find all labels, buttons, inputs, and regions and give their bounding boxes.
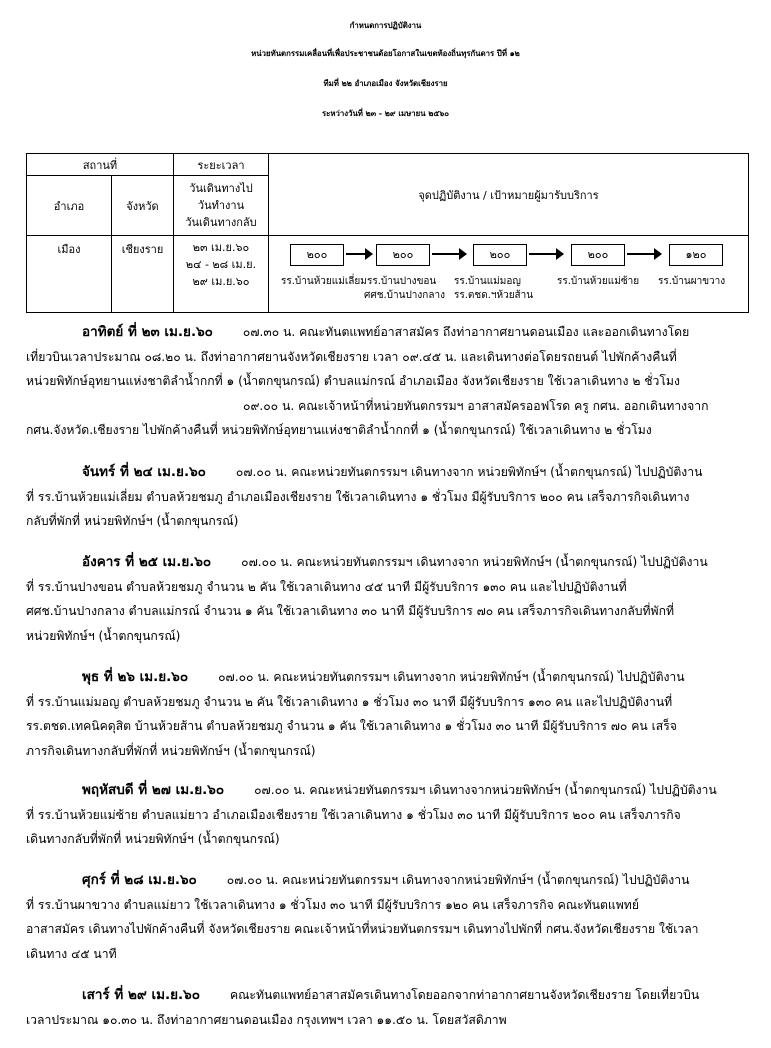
day-line: หน่วยพิทักษ์อุทยานแห่งชาติลำน้ำกกที่ ๑ (น้ำตกขุนกรณ์) ตำบลแม่กรณ์ อำเภอเมือง จังหวัดเชียงราย ใช้เวลาเดินทาง ๒ ชั่วโมง [26,374,680,388]
day-line: ๐๗.๐๐ น. คณะหน่วยทันตกรรมฯ เดินทางจาก หน่วยพิทักษ์ฯ (น้ำตกขุนกรณ์) ไปปฏิบัติงาน [241,555,708,569]
flow-cell [269,236,749,313]
time-header-work: วันทำงาน [197,199,245,212]
school-label: รร.บ้านห้วยแม่ซ้าย [557,276,640,287]
school-label: รร.บ้านผาขวาง [658,276,726,287]
arrow-right-icon [432,253,466,255]
day-heading: เสาร์ ที่ ๒๙ เม.ย.๖๐ [82,987,200,1003]
target-box: ๒๐๐ [376,244,430,266]
time-header-depart: วันเดินทางไป [189,182,253,195]
schedule-table [26,153,749,313]
day-line: ที่ รร.บ้านผาขวาง ตำบลแม่ยาว ใช้เวลาเดินทาง ๑ ชั่วโมง ๓๐ นาที มีผู้รับบริการ ๑๒๐ คน เสร็จภารกิจ คณะทันตแพทย์ [26,897,639,912]
day-line: กลับที่พักที่ หน่วยพิทักษ์ฯ (น้ำตกขุนกรณ์) [26,514,239,528]
day-line: ที่ รร.บ้านห้วยแม่เลี่ยม ตำบลห้วยชมภู อำเภอเมืองเชียงราย ใช้เวลาเดินทาง ๑ ชั่วโมง มีผู้รับบริการ ๒๐๐ คน เสร็จภารกิจเดินทาง [26,489,690,504]
doc-subtitle: หน่วยทันตกรรมเคลื่อนที่เพื่อประชาชนด้อยโอกาสในเขตท้องถิ่นทุรกันดาร ปีที่ ๑๒ [251,49,520,58]
header-place: สถานที่ [27,154,174,176]
date-range: ระหว่างวันที่ ๒๓ - ๒๙ เมษายน ๒๕๖๐ [321,109,450,118]
day-section [26,665,749,763]
target-box: ๒๐๐ [290,244,344,266]
day-line: ที่ รร.บ้านแม่มอญ ตำบลห้วยชมภู จำนวน ๒ คัน ใช้เวลาเดินทาง ๑ ชั่วโมง ๓๐ นาที มีผู้รับบริการ ๑๓๐ คน และไปปฏิบัติงานที่ [26,694,673,709]
day-section [26,868,749,966]
day-line: ๐๗.๐๐ น. คณะหน่วยทันตกรรมฯ เดินทางจากหน่วยพิทักษ์ฯ (น้ำตกขุนกรณ์) ไปปฏิบัติงาน [254,783,717,797]
school-label: รร.ตชด.ฯห้วยส้าน [454,290,534,301]
target-box: ๑๒๐ [669,244,723,266]
day-section [26,550,749,648]
return-date: ๒๙ เม.ย.๖๐ [192,275,250,288]
day-heading: พฤหัสบดี ที่ ๒๗ เม.ย.๖๐ [82,782,225,798]
day-line: ๐๗.๐๐ น. คณะหน่วยทันตกรรมฯ เดินทางจาก หน่วยพิทักษ์ฯ (น้ำตกขุนกรณ์) ไปปฏิบัติงาน [235,465,703,479]
school-label: รร.บ้านปางขอน [367,276,437,287]
day-line: ศศช.บ้านปางกลาง ตำบลแม่กรณ์ จำนวน ๑ คัน ใช้เวลาเดินทาง ๓๐ นาที มีผู้รับบริการ ๗๐ คน เสร็จภารกิจเดินทางกลับที่พักที่ [26,604,675,618]
arrow-right-icon [627,253,661,255]
time-header-return: วันเดินทางกลับ [185,216,257,229]
day-section [26,983,749,1032]
day-heading: อังคาร ที่ ๒๕ เม.ย.๖๐ [82,554,212,570]
day-heading: จันทร์ ที่ ๒๔ เม.ย.๖๐ [82,464,206,480]
target-box: ๒๐๐ [571,244,625,266]
doc-title: กำหนดการปฏิบัติงาน [349,21,422,30]
target-box: ๒๐๐ [473,244,527,266]
day-line: เดินทางกลับที่พักที่ หน่วยพิทักษ์ฯ (น้ำตกขุนกรณ์) [26,832,280,846]
day-line: เดินทาง ๔๕ นาที [26,946,117,961]
day-line: เที่ยวบินเวลาประมาณ ๐๘.๒๐ น. ถึงท่าอากาศยานจังหวัดเชียงราย เวลา ๐๙.๔๕ น. และเดินทางต่อโดยรถยนต์ ไปพักค้างคืนที่ [26,349,677,364]
header-time-detail [174,176,269,236]
depart-date: ๒๓ เม.ย.๖๐ [192,241,250,254]
day-line: ๐๗.๐๐ น. คณะหน่วยทันตกรรมฯ เดินทางจาก หน่วยพิทักษ์ฯ (น้ำตกขุนกรณ์) ไปปฏิบัติงาน [218,670,685,684]
team-location: ทีมที่ ๒๒ อำเภอเมือง จังหวัดเชียงราย [323,79,448,88]
header-district: อำเภอ [27,176,112,236]
school-label: รร.บ้านแม่มอญ [454,276,521,287]
day-line: ที่ รร.บ้านห้วยแม่ซ้าย ตำบลแม่ยาว อำเภอเมืองเชียงราย ใช้เวลาเดินทาง ๑ ชั่วโมง ๓๐ นาที มีผู้รับบริการ ๒๐๐ คน เสร็จภารกิจ [26,807,681,822]
day-line: กศน.จังหวัด.เชียงราย ไปพักค้างคืนที่ หน่วยพิทักษ์อุทยานแห่งชาติลำน้ำกกที่ ๑ (น้ำตกขุนกรณ์) ใช้เวลาเดินทาง ๒ ชั่วโมง [26,423,652,437]
day-section [26,778,749,852]
header-province: จังหวัด [112,176,174,236]
day-line: คณะทันตแพทย์อาสาสมัครเดินทางโดยออกจากท่าอากาศยานจังหวัดเชียงราย โดยเที่ยวบิน [229,988,700,1002]
day-line: รร.ตชด.เทคนิคดุสิต บ้านห้วยส้าน ตำบลห้วยชมภู จำนวน ๑ คัน ใช้เวลาเดินทาง ๑ ชั่วโมง ๓๐ นาที มีผู้รับบริการ ๗๐ คน เสร็จ [26,719,677,733]
day-line: ภารกิจเดินทางกลับที่พักที่ หน่วยพิทักษ์ฯ (น้ำตกขุนกรณ์) [26,743,316,758]
day-line: ๐๙.๐๐ น. คณะเจ้าหน้าที่หน่วยทันตกรรมฯ อาสาสมัครออฟโรด ครู กศน. ออกเดินทางจาก [243,398,709,413]
province-cell: เชียงราย [112,236,174,313]
day-line: ๐๗.๓๐ น. คณะทันตแพทย์อาสาสมัคร ถึงท่าอากาศยานดอนเมือง และออกเดินทางโดย [242,325,690,339]
day-heading: ศุกร์ ที่ ๒๘ เม.ย.๖๐ [82,872,197,888]
day-heading: พุธ ที่ ๒๖ เม.ย.๖๐ [82,669,189,685]
day-line: อาสาสมัคร เดินทางไปพักค้างคืนที่ จังหวัดเชียงราย คณะเจ้าหน้าที่หน่วยทันตกรรมฯ เดินทางไปพักที่ กศน.จังหวัดเชียงราย ใช้เวลา [26,922,699,936]
dates-cell [174,236,269,313]
arrow-right-icon [346,253,372,255]
work-dates: ๒๔ - ๒๘ เม.ย. [185,258,257,271]
header-points: จุดปฏิบัติงาน / เป้าหมายผู้มารับบริการ [269,154,749,236]
school-label: รร.บ้านห้วยแม่เลี่ยม [281,276,367,287]
day-line: หน่วยพิทักษ์ฯ (น้ำตกขุนกรณ์) [26,628,181,643]
day-line: ๐๗.๐๐ น. คณะหน่วยทันตกรรมฯ เดินทางจากหน่วยพิทักษ์ฯ (น้ำตกขุนกรณ์) ไปปฏิบัติงาน [226,873,690,887]
day-line: ที่ รร.บ้านปางขอน ตำบลห้วยชมภู จำนวน ๒ คัน ใช้เวลาเดินทาง ๔๕ นาที มีผู้รับบริการ ๑๓๐ คน และไปปฏิบัติงานที่ [26,579,627,594]
arrow-right-icon [529,253,563,255]
day-heading: อาทิตย์ ที่ ๒๓ เม.ย.๖๐ [82,324,213,340]
header-duration: ระยะเวลา [174,154,269,176]
day-section [26,320,749,443]
school-label: ศศช.บ้านปางกลาง [364,290,445,301]
day-section [26,460,749,534]
day-line: เวลาประมาณ ๑๐.๓๐ น. ถึงท่าอากาศยานดอนเมือง กรุงเทพฯ เวลา ๑๑.๕๐ น. โดยสวัสดิภาพ [26,1012,507,1027]
district-cell: เมือง [27,236,112,313]
